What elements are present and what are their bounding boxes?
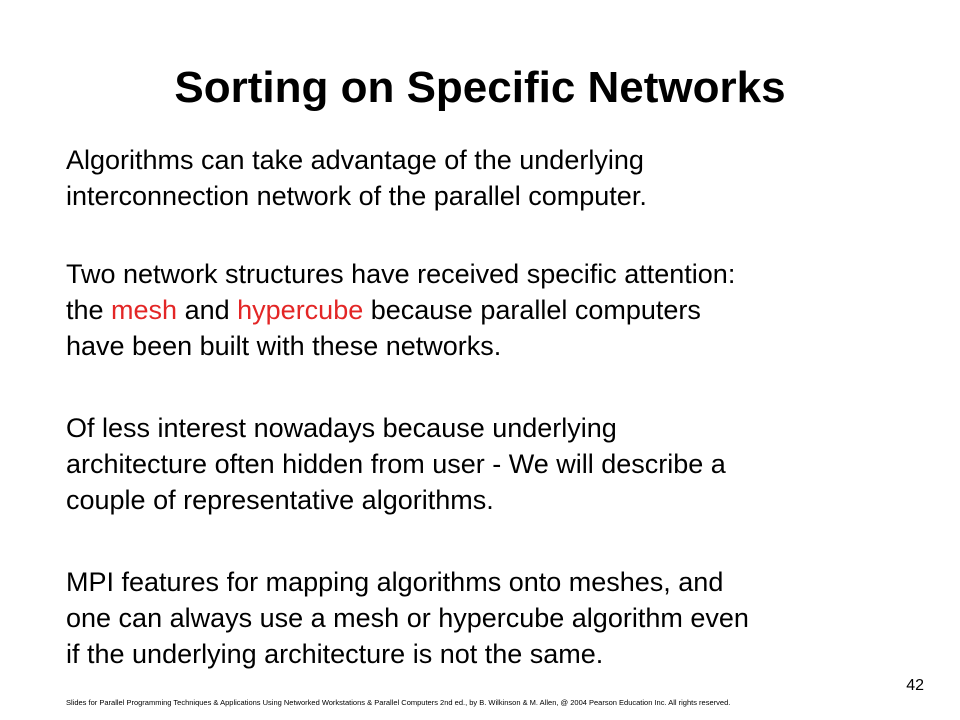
text-the: the (66, 295, 112, 325)
paragraph-intro (66, 142, 926, 214)
paragraph-network-line-3: have been built with these networks. (66, 331, 502, 361)
paragraph-less-interest (66, 410, 926, 518)
text-because: because parallel computers (363, 295, 701, 325)
page-number: 42 (906, 677, 924, 694)
highlight-hypercube: hypercube (237, 295, 364, 325)
paragraph-mpi-line-3: if the underlying architecture is not the same. (66, 639, 604, 669)
paragraph-less-interest-line-1: Of less interest nowadays because underlying (66, 413, 617, 443)
paragraph-network-line-2 (66, 292, 926, 328)
slide-title: Sorting on Specific Networks (174, 63, 786, 112)
paragraph-mpi-line-2: one can always use a mesh or hypercube algorithm even (66, 603, 749, 633)
paragraph-mpi-features (66, 564, 926, 672)
text-and: and (177, 295, 238, 325)
footer-copyright: Slides for Parallel Programming Techniques & Applications Using Networked Workstations & Parallel Computers 2nd ed., by B. Wilkinson & M. Allen, @ 2004 Pearson Education Inc. All rights reserved. (66, 698, 731, 707)
paragraph-network-structures (66, 256, 926, 364)
paragraph-intro-line-2: interconnection network of the parallel computer. (66, 181, 647, 211)
paragraph-less-interest-line-3: couple of representative algorithms. (66, 485, 494, 515)
highlight-mesh: mesh (111, 295, 178, 325)
paragraph-less-interest-line-2: architecture often hidden from user - We will describe a (66, 449, 726, 479)
paragraph-mpi-line-1: MPI features for mapping algorithms onto meshes, and (66, 567, 724, 597)
paragraph-network-line-1: Two network structures have received specific attention: (66, 259, 736, 289)
paragraph-intro-line-1: Algorithms can take advantage of the underlying (66, 145, 644, 175)
